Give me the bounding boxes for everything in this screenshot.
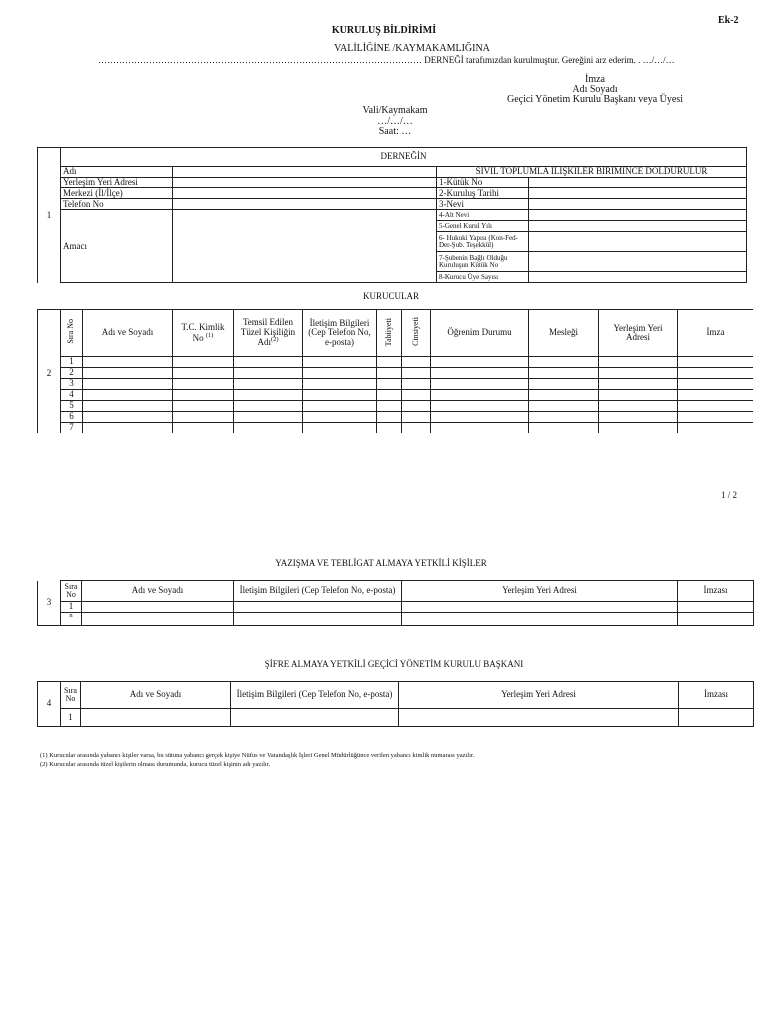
founder-cell[interactable] — [431, 390, 529, 401]
row-number: 1 — [61, 357, 83, 368]
official-field-value[interactable] — [529, 199, 747, 210]
founder-cell[interactable] — [431, 401, 529, 412]
founder-cell[interactable] — [377, 401, 402, 412]
header-order-no: Sıra No — [61, 310, 83, 357]
founder-cell[interactable] — [377, 423, 402, 434]
annex-label: Ek-2 — [718, 15, 739, 26]
contact-cell[interactable] — [234, 602, 402, 613]
header-legal-entity: Temsil Edilen Tüzel Kişiliğin Adı$^{(2)}$ — [234, 310, 303, 357]
time-placeholder: Saat: … — [378, 126, 412, 137]
contact-cell[interactable] — [82, 602, 234, 613]
header-signature: İmzası — [678, 581, 754, 602]
president-cell[interactable] — [399, 709, 679, 727]
founder-cell[interactable] — [678, 423, 754, 434]
official-field-value[interactable] — [529, 252, 747, 272]
official-field-label: 5-Genel Kurul Yılı — [437, 221, 529, 232]
header-address: Yerleşim Yeri Adresi — [399, 682, 679, 709]
founder-cell[interactable] — [173, 412, 234, 423]
contact-cell[interactable] — [82, 613, 234, 626]
founder-cell[interactable] — [431, 412, 529, 423]
field-value[interactable] — [173, 178, 437, 188]
header-education: Öğrenim Durumu — [431, 310, 529, 357]
founder-cell[interactable] — [599, 412, 678, 423]
founder-cell[interactable] — [529, 379, 599, 390]
official-field-label: 2-Kuruluş Tarihi — [437, 188, 529, 199]
row-number: 4 — [61, 390, 83, 401]
password-title: ŞİFRE ALMAYA YETKİLİ GEÇİCİ YÖNETİM KURULU BAŞKANI — [264, 659, 524, 669]
field-label: Adı — [61, 167, 173, 178]
founder-cell[interactable] — [402, 401, 431, 412]
section-number: 3 — [38, 581, 61, 626]
field-label: Amacı — [61, 210, 173, 283]
field-value[interactable] — [173, 167, 437, 178]
founder-cell[interactable] — [377, 412, 402, 423]
association-table — [37, 147, 747, 283]
official-field-value[interactable] — [529, 210, 747, 221]
recipient-line: VALİLİĞİNE /KAYMAKAMLIĞINA — [334, 43, 490, 54]
founder-cell[interactable] — [599, 423, 678, 434]
founder-cell[interactable] — [678, 412, 754, 423]
official-field-value[interactable] — [529, 188, 747, 199]
header-contact: İletişim Bilgileri (Cep Telefon No, e-posta) — [234, 581, 402, 602]
founder-cell[interactable] — [173, 390, 234, 401]
official-field-value[interactable] — [529, 178, 747, 188]
contact-cell[interactable] — [402, 602, 678, 613]
founder-cell[interactable] — [402, 357, 431, 368]
field-value[interactable] — [173, 199, 437, 210]
founders-table-clip — [37, 309, 753, 433]
founder-cell[interactable] — [402, 423, 431, 434]
row-number: 7 — [61, 423, 83, 434]
official-field-label: 1-Kütük No — [437, 178, 529, 188]
header-order-no: Sıra No — [61, 682, 81, 709]
header-name: Adı ve Soyadı — [82, 581, 234, 602]
founders-title: KURUCULAR — [362, 291, 419, 301]
header-signature: İmzası — [679, 682, 754, 709]
ngo-unit-heading: SİVİL TOPLUMLA İLİŞKİLER BİRİMİNCE DOLDURULUR — [437, 167, 747, 178]
section-number: 4 — [38, 682, 61, 727]
founder-cell[interactable] — [303, 423, 377, 434]
statement-line: ……………………………………………………………………………………………… DERNEĞİ tarafımızdan kurulmuştur. Gereğini arz ederim. . …/…/… — [98, 55, 675, 65]
founder-cell[interactable] — [678, 401, 754, 412]
header-gender: Cinsiyeti — [402, 310, 431, 357]
founder-cell[interactable] — [303, 379, 377, 390]
header-address: Yerleşim Yeri Adresi — [599, 310, 678, 357]
official-field-label: 3-Nevi — [437, 199, 529, 210]
founder-cell[interactable] — [173, 401, 234, 412]
row-number: 1 — [61, 602, 82, 613]
contact-cell[interactable] — [678, 613, 754, 626]
founder-cell[interactable] — [234, 357, 303, 368]
president-cell[interactable] — [81, 709, 231, 727]
founders-table — [37, 309, 753, 433]
official-field-label: 8-Kurucu Üye Sayısı — [437, 272, 529, 283]
correspondence-table — [37, 580, 754, 626]
founder-cell[interactable] — [402, 390, 431, 401]
official-field-label: 7-Şubenin Bağlı Olduğu Kuruluşun Kütük No — [437, 252, 529, 272]
header-contact: İletişim Bilgileri (Cep Telefon No, e-posta) — [303, 310, 377, 357]
contact-cell[interactable] — [402, 613, 678, 626]
row-number: 2 — [61, 368, 83, 379]
founder-cell[interactable] — [377, 368, 402, 379]
founder-cell[interactable] — [377, 379, 402, 390]
section-number: 2 — [38, 310, 61, 434]
official-field-value[interactable] — [529, 272, 747, 283]
founder-cell[interactable] — [678, 379, 754, 390]
founder-cell[interactable] — [431, 368, 529, 379]
founder-cell[interactable] — [599, 401, 678, 412]
founder-cell[interactable] — [303, 357, 377, 368]
founder-cell[interactable] — [529, 401, 599, 412]
header-job: Mesleği — [529, 310, 599, 357]
section-number: 1 — [38, 148, 61, 283]
row-number: 1 — [61, 709, 81, 727]
president-cell[interactable] — [231, 709, 399, 727]
founder-cell[interactable] — [402, 368, 431, 379]
founder-cell[interactable] — [402, 379, 431, 390]
founder-cell[interactable] — [678, 357, 754, 368]
founder-cell[interactable] — [529, 368, 599, 379]
header-contact: İletişim Bilgileri (Cep Telefon No, e-posta) — [231, 682, 399, 709]
official-field-value[interactable] — [529, 232, 747, 252]
founder-cell[interactable] — [83, 401, 173, 412]
row-number: 6 — [61, 412, 83, 423]
founder-cell[interactable] — [83, 368, 173, 379]
header-address: Yerleşim Yeri Adresi — [402, 581, 678, 602]
founder-cell[interactable] — [377, 357, 402, 368]
contact-cell[interactable] — [234, 613, 402, 626]
founder-cell[interactable] — [83, 423, 173, 434]
founder-cell[interactable] — [83, 357, 173, 368]
founder-cell[interactable] — [173, 357, 234, 368]
official-field-label: 6- Hukuki Yapısı (Kon-Fed-Der-Şub. Teşekkül) — [437, 232, 529, 252]
name-label: Adı Soyadı — [572, 84, 618, 95]
founder-cell[interactable] — [234, 368, 303, 379]
row-number: 3 — [61, 379, 83, 390]
founder-cell[interactable] — [173, 379, 234, 390]
form-title: KURULUŞ BİLDİRİMİ — [331, 25, 437, 36]
founder-cell[interactable] — [431, 357, 529, 368]
founder-cell[interactable] — [173, 423, 234, 434]
header-tc-id: T.C. Kimlik No $^{(1)}$ — [173, 310, 234, 357]
field-value[interactable] — [173, 188, 437, 199]
header-nationality: Tabiiyeti — [377, 310, 402, 357]
founder-cell[interactable] — [377, 390, 402, 401]
row-number: n — [61, 613, 82, 626]
founder-cell[interactable] — [303, 390, 377, 401]
correspondence-title: YAZIŞMA VE TEBLİGAT ALMAYA YETKİLİ KİŞİLER — [275, 558, 487, 568]
footnote-1: (1) Kurucular arasında yabancı kişiler varsa, bu sütuna yabancı gerçek kişiye Nüfus ve Vatandaşlık İşleri Genel Müdürlüğünce verilen yabancı kimlik numarası yazılır. — [40, 752, 475, 759]
field-label: Telefon No — [61, 199, 173, 210]
founder-cell[interactable] — [402, 412, 431, 423]
founder-cell[interactable] — [599, 390, 678, 401]
purpose-value[interactable] — [173, 210, 437, 283]
founder-cell[interactable] — [529, 423, 599, 434]
founder-cell[interactable] — [303, 412, 377, 423]
field-label: Merkezi (İl/İlçe) — [61, 188, 173, 199]
founder-cell[interactable] — [234, 412, 303, 423]
founder-cell[interactable] — [234, 423, 303, 434]
founder-cell[interactable] — [599, 368, 678, 379]
founder-cell[interactable] — [83, 412, 173, 423]
founder-cell[interactable] — [529, 390, 599, 401]
founder-cell[interactable] — [599, 379, 678, 390]
founder-cell[interactable] — [303, 401, 377, 412]
header-name: Adı ve Soyadı — [83, 310, 173, 357]
header-order-no: Sıra No — [61, 581, 82, 602]
contact-cell[interactable] — [678, 602, 754, 613]
founder-cell[interactable] — [678, 368, 754, 379]
page-number: 1 / 2 — [721, 490, 738, 500]
footnote-2: (2) Kurucular arasında tüzel kişilerin olması durumunda, kurucu tüzel kişinin adı yazılır. — [40, 761, 271, 768]
founder-cell[interactable] — [678, 390, 754, 401]
founder-cell[interactable] — [173, 368, 234, 379]
founder-cell[interactable] — [83, 390, 173, 401]
founder-cell[interactable] — [529, 412, 599, 423]
role-label: Geçici Yönetim Kurulu Başkanı veya Üyesi — [507, 94, 683, 105]
signature-label: İmza — [585, 74, 605, 85]
president-cell[interactable] — [679, 709, 754, 727]
founder-cell[interactable] — [234, 390, 303, 401]
founder-cell[interactable] — [83, 379, 173, 390]
founder-cell[interactable] — [529, 357, 599, 368]
header-signature: İmza — [678, 310, 754, 357]
password-table — [37, 681, 754, 727]
founder-cell[interactable] — [599, 357, 678, 368]
governor-label: Vali/Kaymakam — [362, 105, 428, 116]
founder-cell[interactable] — [234, 379, 303, 390]
association-heading: DERNEĞİN — [61, 148, 747, 167]
date-placeholder: …/…/… — [377, 116, 413, 127]
founder-cell[interactable] — [303, 368, 377, 379]
founder-cell[interactable] — [431, 379, 529, 390]
row-number: 5 — [61, 401, 83, 412]
header-name: Adı ve Soyadı — [81, 682, 231, 709]
founder-cell[interactable] — [234, 401, 303, 412]
official-field-value[interactable] — [529, 221, 747, 232]
founder-cell[interactable] — [431, 423, 529, 434]
field-label: Yerleşim Yeri Adresi — [61, 178, 173, 188]
official-field-label: 4-Alt Nevi — [437, 210, 529, 221]
